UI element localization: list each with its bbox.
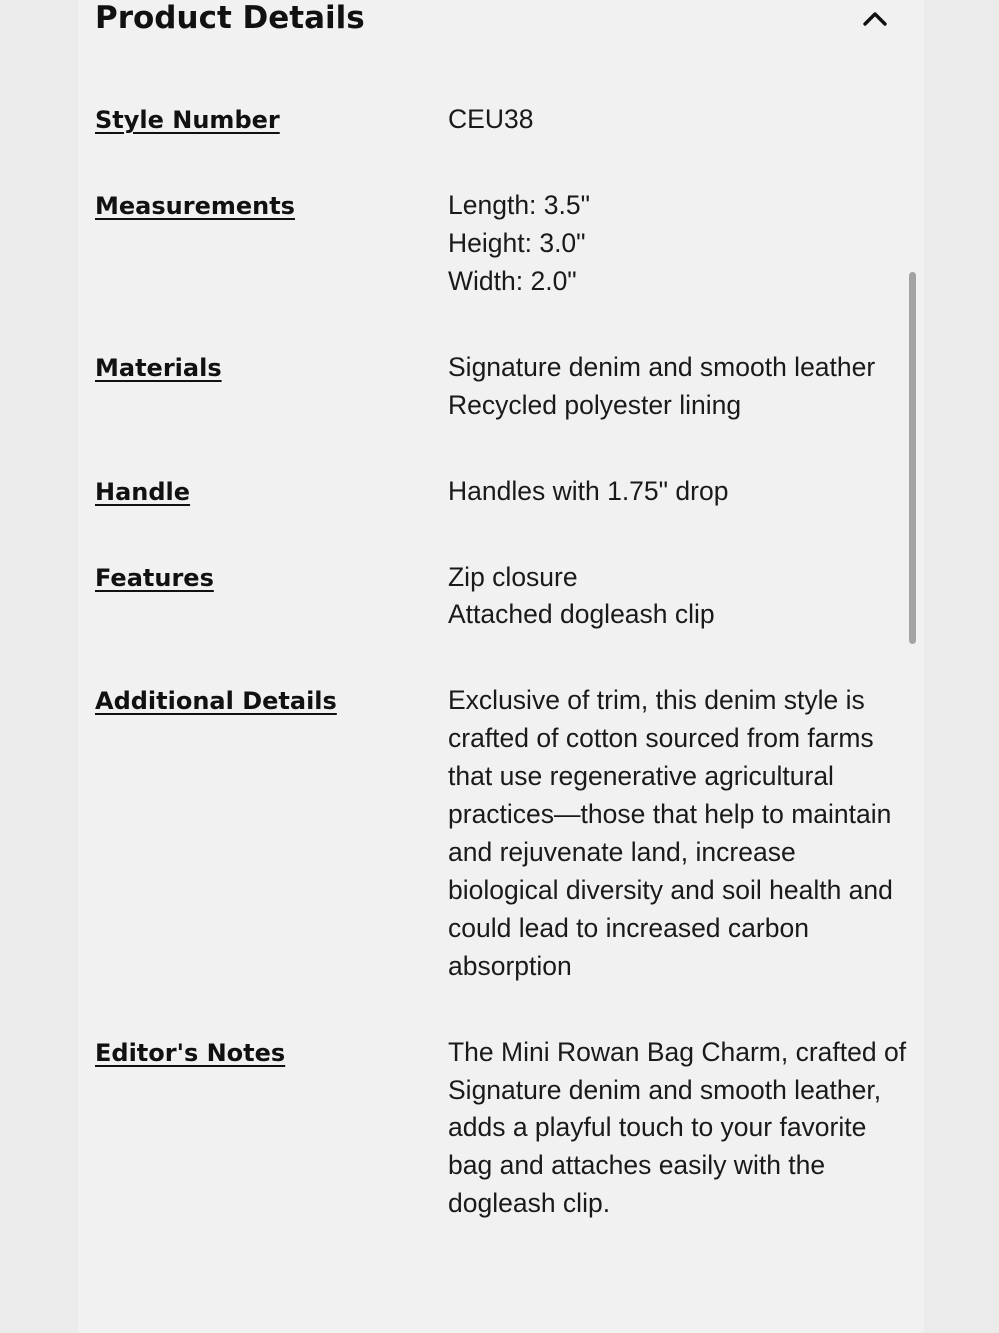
detail-value (448, 101, 907, 139)
detail-value (448, 473, 907, 511)
collapse-toggle[interactable] (853, 0, 897, 36)
detail-label[interactable]: Measurements (95, 192, 295, 220)
detail-label[interactable]: Materials (95, 353, 222, 382)
detail-value (448, 1034, 907, 1224)
detail-row-materials (95, 349, 907, 473)
scrollbar-thumb[interactable] (909, 272, 916, 644)
section-header[interactable] (95, 0, 907, 48)
detail-label[interactable]: Handle (95, 477, 191, 506)
detail-value (448, 559, 907, 635)
detail-row-style-number (95, 101, 907, 187)
detail-row-additional-details (95, 682, 907, 1033)
detail-value (448, 349, 907, 425)
chevron-up-icon (862, 9, 888, 27)
detail-label[interactable]: Editor's Notes (95, 1038, 286, 1067)
section-title: Product Details (95, 0, 365, 36)
detail-value (448, 682, 907, 985)
detail-label[interactable]: Style Number (95, 106, 280, 134)
detail-row-features (95, 559, 907, 683)
detail-row-editors-notes (95, 1034, 907, 1224)
detail-row-measurements (95, 187, 907, 349)
detail-value (448, 187, 907, 301)
product-details-panel (78, 0, 924, 1333)
detail-value-line: The Mini Rowan Bag Charm, crafted of Signature denim and smooth leather, adds a playful touch to your favorite bag and attaches easily with the dogleash clip. (448, 1036, 907, 1219)
detail-value-line: Handles with 1.75" drop (448, 475, 729, 506)
detail-label[interactable]: Additional Details (95, 687, 337, 716)
detail-value-line: biological diversity and soil health and could lead to increased carbon absorption (448, 874, 893, 981)
detail-value-line: Height: 3.0" (448, 227, 586, 258)
detail-value-line: Recycled polyester lining (448, 389, 742, 420)
detail-value-line: Zip closure (448, 561, 578, 592)
detail-value-line: Width: 2.0" (448, 265, 577, 296)
detail-value-line: CEU38 (448, 104, 534, 134)
detail-value-line: Exclusive of trim, this denim style is crafted of cotton sourced from farms that use regenerative agricultural practices—those that help to maintain and rejuvenate land, increase (448, 685, 892, 867)
detail-value-line: Attached dogleash clip (448, 599, 715, 630)
detail-value-line: Length: 3.5" (448, 190, 591, 220)
detail-row-handle (95, 473, 907, 559)
detail-value-line: Signature denim and smooth leather (448, 351, 876, 382)
detail-label[interactable]: Features (95, 563, 214, 592)
details-list (95, 101, 907, 1223)
